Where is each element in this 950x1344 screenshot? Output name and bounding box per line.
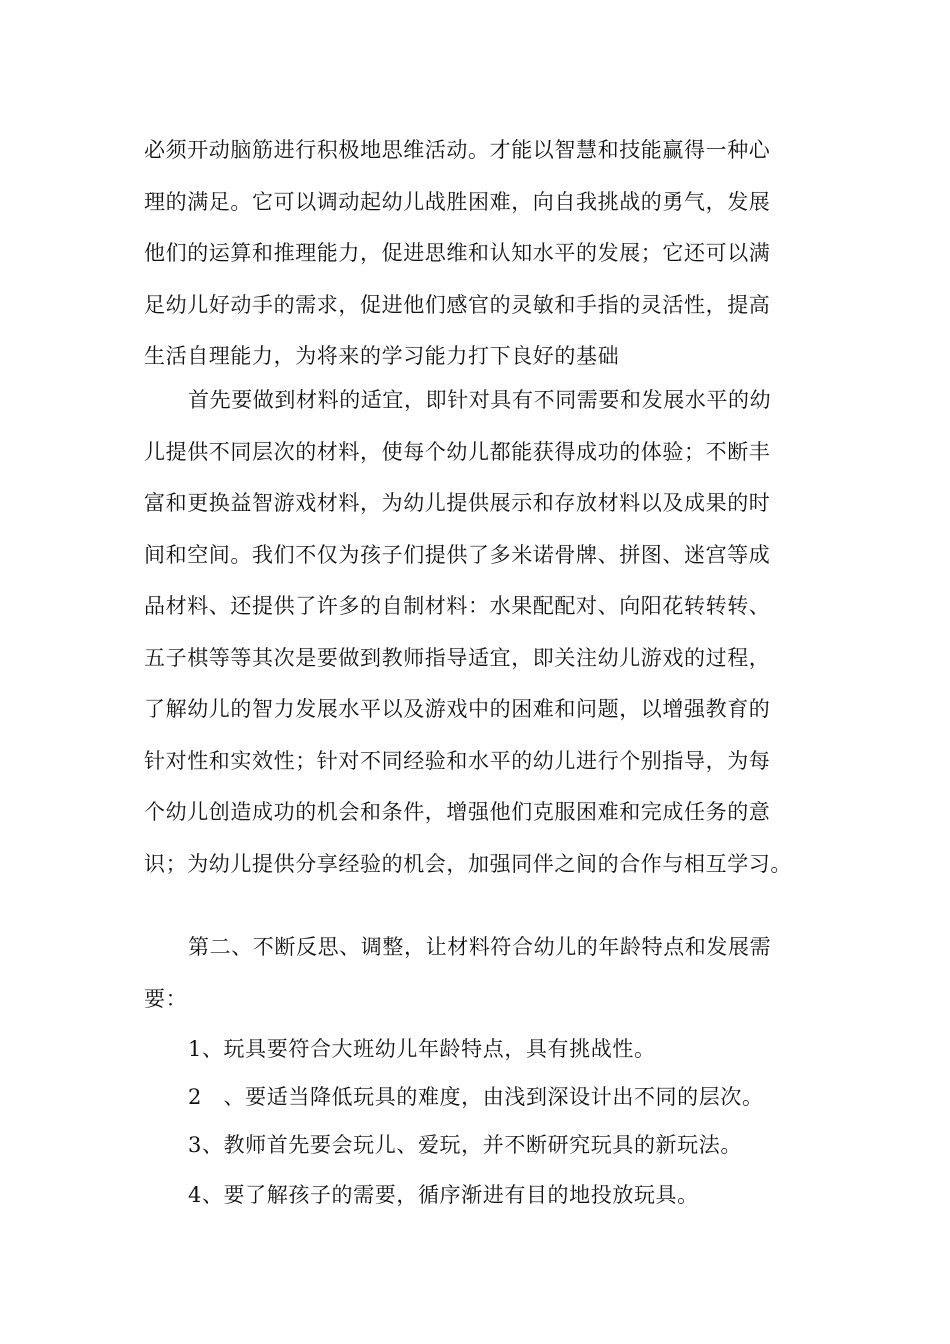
text-line: 必须开动脑筋进行积极地思维活动。才能以智慧和技能赢得一种心 <box>144 138 771 162</box>
text-line: 富和更换益智游戏材料，为幼儿提供展示和存放材料以及成果的时 <box>144 491 771 515</box>
text-line: 他们的运算和推理能力，促进思维和认知水平的发展；它还可以满 <box>144 241 771 265</box>
text-line: 理的满足。它可以调动起幼儿战胜困难，向自我挑战的勇气，发展 <box>144 189 771 214</box>
heading-line: 要： <box>144 986 188 1011</box>
text-line: 针对性和实效性；针对不同经验和水平的幼儿进行个别指导，为每 <box>144 748 771 773</box>
list-item: 1、玩具要符合大班幼儿年龄特点，具有挑战性。 <box>188 1037 656 1061</box>
text-line: 识；为幼儿提供分享经验的机会，加强同伴之间的合作与相互学习。 <box>144 851 792 876</box>
text-line: 足幼儿好动手的需求，促进他们感官的灵敏和手指的灵活性，提高 <box>144 292 771 317</box>
paragraph-benefits <box>144 125 814 383</box>
heading-line: 第二、不断反思、调整，让材料符合幼儿的年龄特点和发展需 <box>188 935 772 959</box>
list-item: 2 、要适当降低玩具的难度，由浅到深设计出不同的层次。 <box>188 1085 764 1109</box>
text-line: 间和空间。我们不仅为孩子们提供了多米诺骨牌、拼图、迷宫等成 <box>144 542 771 567</box>
text-line: 品材料、还提供了许多的自制材料：水果配配对、向阳花转转转、 <box>144 594 771 618</box>
list-item: 3、教师首先要会玩儿、爱玩，并不断研究玩具的新玩法。 <box>188 1133 742 1157</box>
text-line: 个幼儿创造成功的机会和条件，增强他们克服困难和完成任务的意 <box>144 800 771 824</box>
text-line: 五子棋等等其次是要做到教师指导适宜，即关注幼儿游戏的过程， <box>144 645 771 670</box>
text-line: 儿提供不同层次的材料，使每个幼儿都能获得成功的体验；不断丰 <box>144 439 771 464</box>
text-line: 了解幼儿的智力发展水平以及游戏中的困难和问题，以增强教育的 <box>144 697 771 721</box>
text-line: 首先要做到材料的适宜，即针对具有不同需要和发展水平的幼 <box>188 388 772 412</box>
text-line: 生活自理能力，为将来的学习能力打下良好的基础 <box>144 344 620 368</box>
section-heading <box>144 922 814 1025</box>
paragraph-materials <box>144 375 814 890</box>
list-item: 4、要了解孩子的需要，循序渐进有目的地投放玩具。 <box>188 1183 699 1207</box>
